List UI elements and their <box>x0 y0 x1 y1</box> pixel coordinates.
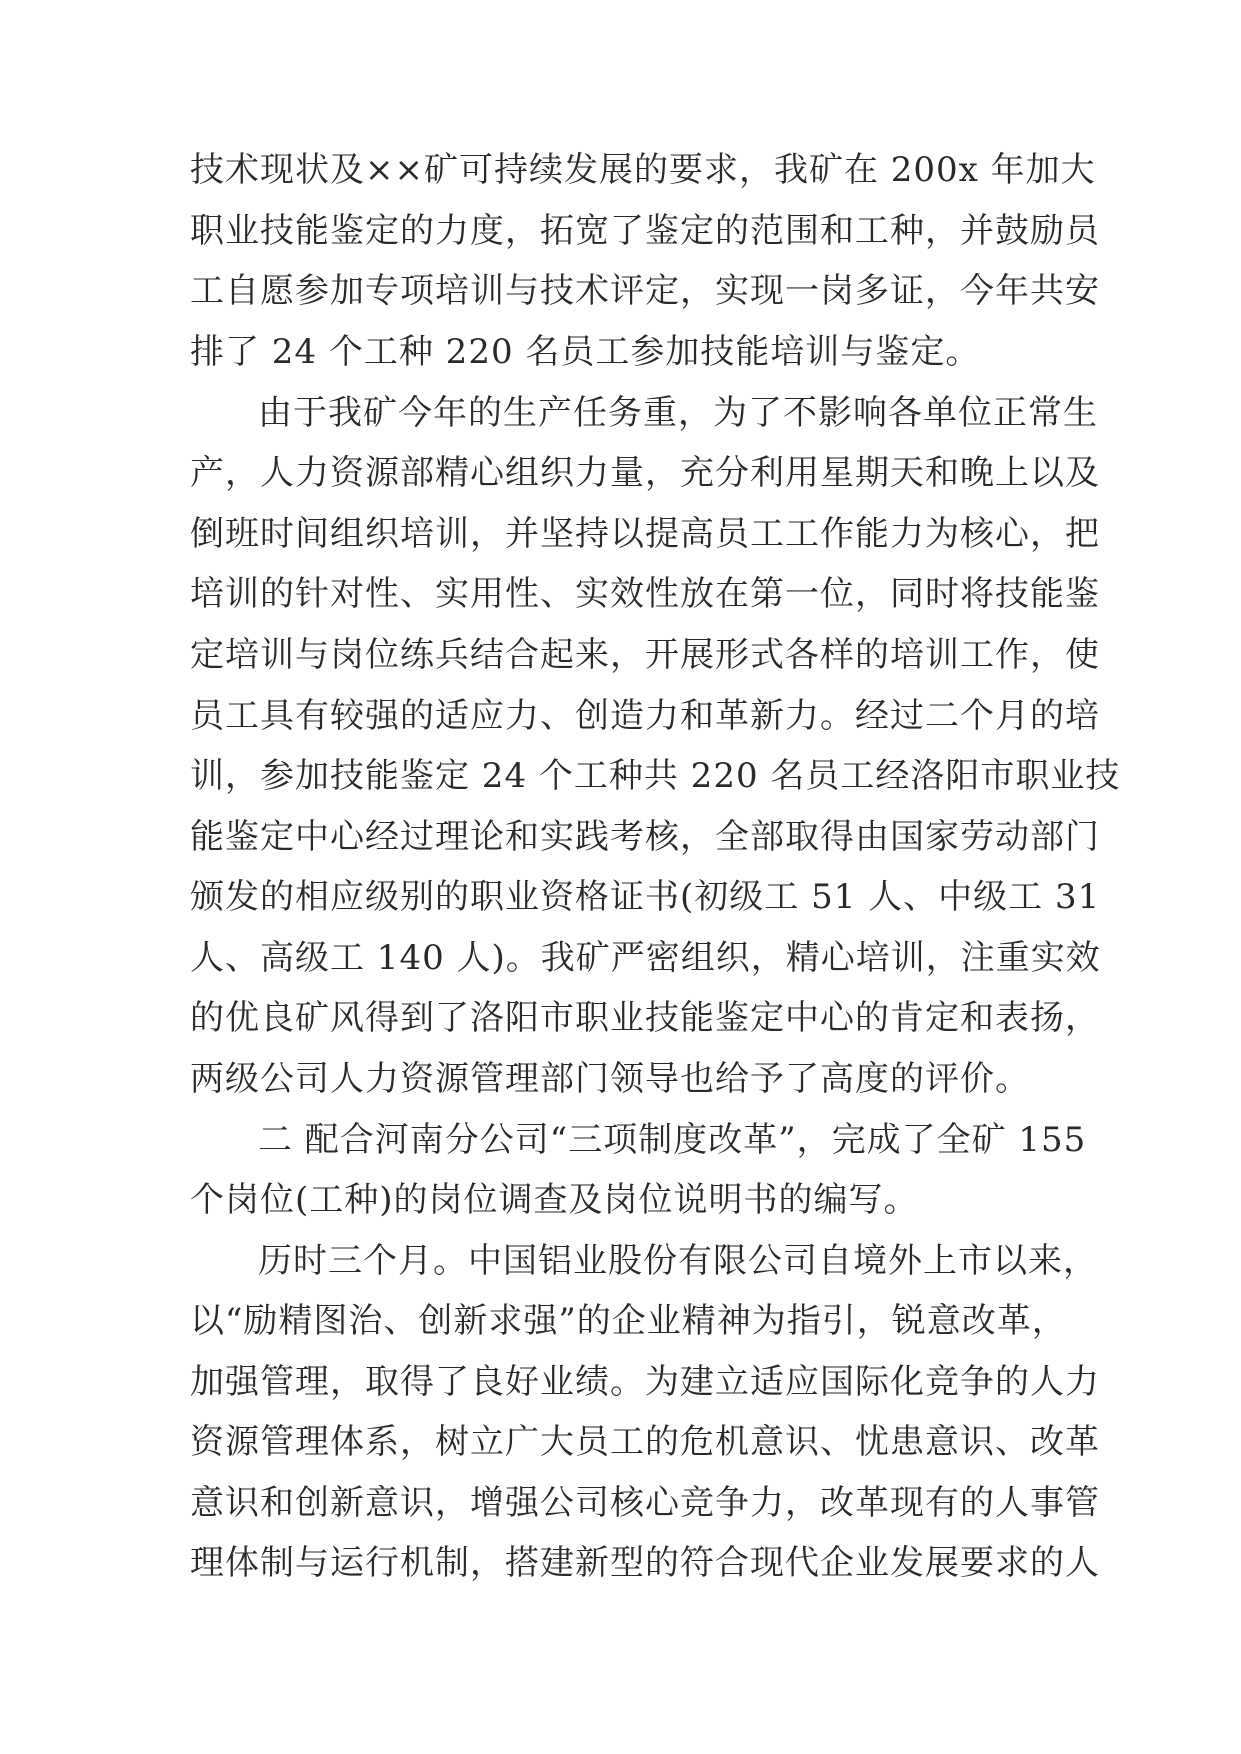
text-line-4: 排了 24 个工种 220 名员工参加技能培训与鉴定。 <box>190 332 981 372</box>
text-line-8: 培训的针对性、实用性、实效性放在第一位，同时将技能鉴 <box>190 574 1100 614</box>
text-line-11: 训，参加技能鉴定 24 个工种共 220 名员工经洛阳市职业技 <box>190 756 1121 796</box>
text-line-19: 历时三个月。中国铝业股份有限公司自境外上市以来， <box>258 1241 1098 1281</box>
text-line-22: 资源管理体系，树立广大员工的危机意识、忧患意识、改革 <box>190 1422 1100 1462</box>
text-line-21: 加强管理，取得了良好业绩。为建立适应国际化竞争的人力 <box>190 1362 1100 1402</box>
text-line-20: 以“励精图治、创新求强”的企业精神为指引，锐意改革， <box>190 1301 1067 1341</box>
text-line-17: 二 配合河南分公司“三项制度改革”，完成了全矿 155 <box>258 1120 1087 1160</box>
text-line-12: 能鉴定中心经过理论和实践考核，全部取得由国家劳动部门 <box>190 817 1100 857</box>
text-line-6: 产，人力资源部精心组织力量，充分利用星期天和晚上以及 <box>190 453 1100 493</box>
text-line-1: 技术现状及××矿可持续发展的要求，我矿在 200x 年加大 <box>190 150 1096 190</box>
text-line-7: 倒班时间组织培训，并坚持以提高员工工作能力为核心，把 <box>190 514 1100 554</box>
text-line-23: 意识和创新意识，增强公司核心竞争力，改革现有的人事管 <box>190 1483 1100 1523</box>
text-line-24: 理体制与运行机制，搭建新型的符合现代企业发展要求的人 <box>190 1543 1100 1583</box>
text-line-10: 员工具有较强的适应力、创造力和革新力。经过二个月的培 <box>190 696 1100 736</box>
text-line-2: 职业技能鉴定的力度，拓宽了鉴定的范围和工种，并鼓励员 <box>190 211 1100 251</box>
text-line-14: 人、高级工 140 人)。我矿严密组织，精心培训，注重实效 <box>190 938 1101 978</box>
text-line-18: 个岗位(工种)的岗位调查及岗位说明书的编写。 <box>190 1180 919 1220</box>
text-line-3: 工自愿参加专项培训与技术评定，实现一岗多证，今年共安 <box>190 271 1100 311</box>
text-line-13: 颁发的相应级别的职业资格证书(初级工 51 人、中级工 31 <box>190 877 1101 917</box>
text-line-5: 由于我矿今年的生产任务重，为了不影响各单位正常生 <box>258 393 1098 433</box>
text-line-9: 定培训与岗位练兵结合起来，开展形式各样的培训工作，使 <box>190 635 1100 675</box>
text-line-15: 的优良矿风得到了洛阳市职业技能鉴定中心的肯定和表扬， <box>190 998 1100 1038</box>
text-line-16: 两级公司人力资源管理部门领导也给予了高度的评价。 <box>190 1059 1030 1099</box>
